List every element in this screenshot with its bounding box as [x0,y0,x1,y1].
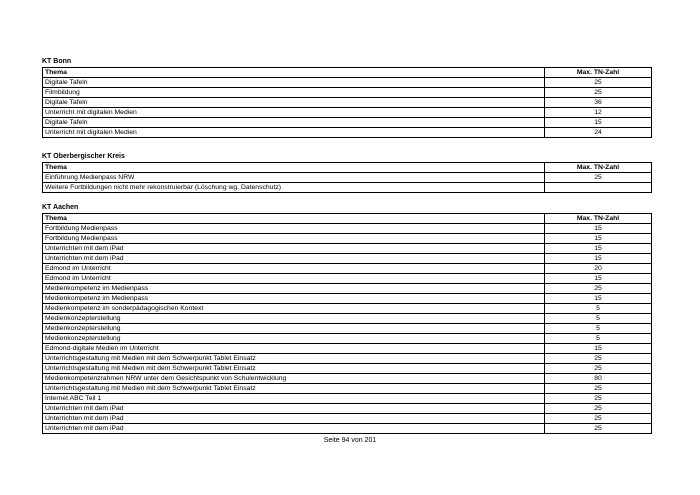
cell-max-tn-zahl: 15 [545,294,652,304]
cell-max-tn-zahl [545,183,652,193]
cell-thema: Medienkompetenz im Medienpass [43,284,545,294]
cell-max-tn-zahl: 25 [545,424,652,434]
cell-thema: Digitale Tafeln [43,118,545,128]
cell-thema: Digitale Tafeln [43,98,545,108]
table-row [43,394,652,404]
cell-thema: Unterrichten mit dem iPad [43,244,545,254]
cell-thema: Unterrichten mit dem iPad [43,414,545,424]
cell-max-tn-zahl: 15 [545,344,652,354]
cell-thema: Unterrichtsgestaltung mit Medien mit dem Schwerpunkt Tablet Einsatz [43,384,545,394]
cell-max-tn-zahl: 25 [545,394,652,404]
section-kt-bonn [42,57,651,138]
table-row [43,284,652,294]
column-header-thema: Thema [43,163,545,173]
cell-thema: Edmond im Unterricht [43,264,545,274]
cell-thema: Unterrichten mit dem iPad [43,424,545,434]
cell-max-tn-zahl: 12 [545,108,652,118]
cell-thema: Medienkompetenz im Medienpass [43,294,545,304]
section-title: KT Oberbergischer Kreis [42,153,125,160]
section-title: KT Aachen [42,204,79,211]
table-row [43,424,652,434]
cell-max-tn-zahl: 15 [545,274,652,284]
table-row [43,304,652,314]
table-header-row [43,214,652,224]
column-header-max: Max. TN-Zahl [545,163,652,173]
table-kt-bonn [42,67,652,138]
cell-thema: Unterricht mit digitalen Medien [43,108,545,118]
section-title: KT Bonn [42,58,72,65]
cell-thema: Filmbildung [43,88,545,98]
table-row [43,173,652,183]
cell-thema: Edmond im Unterricht [43,274,545,284]
cell-thema: Medienkonzepterstellung [43,334,545,344]
cell-max-tn-zahl: 15 [545,244,652,254]
cell-thema: Unterrichtsgestaltung mit Medien mit dem Schwerpunkt Tablet Einsatz [43,364,545,374]
cell-max-tn-zahl: 15 [545,224,652,234]
cell-max-tn-zahl: 25 [545,88,652,98]
page-number: Seite 94 von 201 [323,437,377,444]
cell-max-tn-zahl: 25 [545,173,652,183]
cell-max-tn-zahl: 25 [545,414,652,424]
cell-max-tn-zahl: 20 [545,264,652,274]
cell-thema: Medienkonzepterstellung [43,324,545,334]
cell-thema: Medienkompetenzrahmen NRW unter dem Gesichtspunkt von Schulentwicklung [43,374,545,384]
column-header-max: Max. TN-Zahl [545,68,652,78]
table-body [43,78,652,138]
cell-thema: Weitere Fortbildungen nicht mehr rekonstruierbar (Löschung wg. Datenschutz) [43,183,545,193]
cell-max-tn-zahl: 15 [545,254,652,264]
table-row [43,294,652,304]
table-row [43,274,652,284]
cell-thema: Digitale Tafeln [43,78,545,88]
table-row [43,354,652,364]
cell-max-tn-zahl: 80 [545,374,652,384]
table-row [43,234,652,244]
cell-max-tn-zahl: 5 [545,314,652,324]
cell-thema: Unterrichten mit dem iPad [43,254,545,264]
cell-max-tn-zahl: 25 [545,404,652,414]
cell-max-tn-zahl: 25 [545,384,652,394]
cell-max-tn-zahl: 36 [545,98,652,108]
cell-max-tn-zahl: 25 [545,284,652,294]
table-row [43,264,652,274]
cell-max-tn-zahl: 24 [545,128,652,138]
table-row [43,254,652,264]
cell-max-tn-zahl: 25 [545,354,652,364]
cell-max-tn-zahl: 25 [545,364,652,374]
cell-thema: Edmond-digitale Medien im Unterricht [43,344,545,354]
table-row [43,118,652,128]
table-header-row [43,68,652,78]
cell-max-tn-zahl: 15 [545,234,652,244]
cell-thema: Unterrichtsgestaltung mit Medien mit dem Schwerpunkt Tablet Einsatz [43,354,545,364]
column-header-thema: Thema [43,68,545,78]
section-kt-aachen [42,203,651,434]
column-header-thema: Thema [43,214,545,224]
section-kt-oberbergischer-kreis [42,152,651,193]
table-kt-oberbergischer-kreis [42,162,652,193]
table-row [43,128,652,138]
table-row [43,98,652,108]
cell-thema: Unterricht mit digitalen Medien [43,128,545,138]
cell-thema: Medienkompetenz im sonderpädagogischen Kontext [43,304,545,314]
cell-thema: Internet ABC Teil 1 [43,394,545,404]
table-row [43,244,652,254]
table-row [43,224,652,234]
column-header-max: Max. TN-Zahl [545,214,652,224]
cell-thema: Fortbildung Medienpass [43,234,545,244]
table-row [43,88,652,98]
table-row [43,108,652,118]
cell-thema: Fortbildung Medienpass [43,224,545,234]
cell-max-tn-zahl: 5 [545,324,652,334]
table-body [43,224,652,434]
table-row [43,344,652,354]
table-row [43,414,652,424]
table-row [43,324,652,334]
cell-thema: Einführung Medienpass NRW [43,173,545,183]
table-body [43,173,652,193]
table-row [43,364,652,374]
cell-max-tn-zahl: 5 [545,334,652,344]
table-row [43,183,652,193]
table-row [43,334,652,344]
cell-max-tn-zahl: 15 [545,118,652,128]
cell-thema: Unterrichten mit dem iPad [43,404,545,414]
table-header-row [43,163,652,173]
cell-thema: Medienkonzepterstellung [43,314,545,324]
table-kt-aachen [42,213,652,434]
table-row [43,78,652,88]
table-row [43,314,652,324]
cell-max-tn-zahl: 5 [545,304,652,314]
cell-max-tn-zahl: 25 [545,78,652,88]
table-row [43,384,652,394]
table-row [43,404,652,414]
table-row [43,374,652,384]
